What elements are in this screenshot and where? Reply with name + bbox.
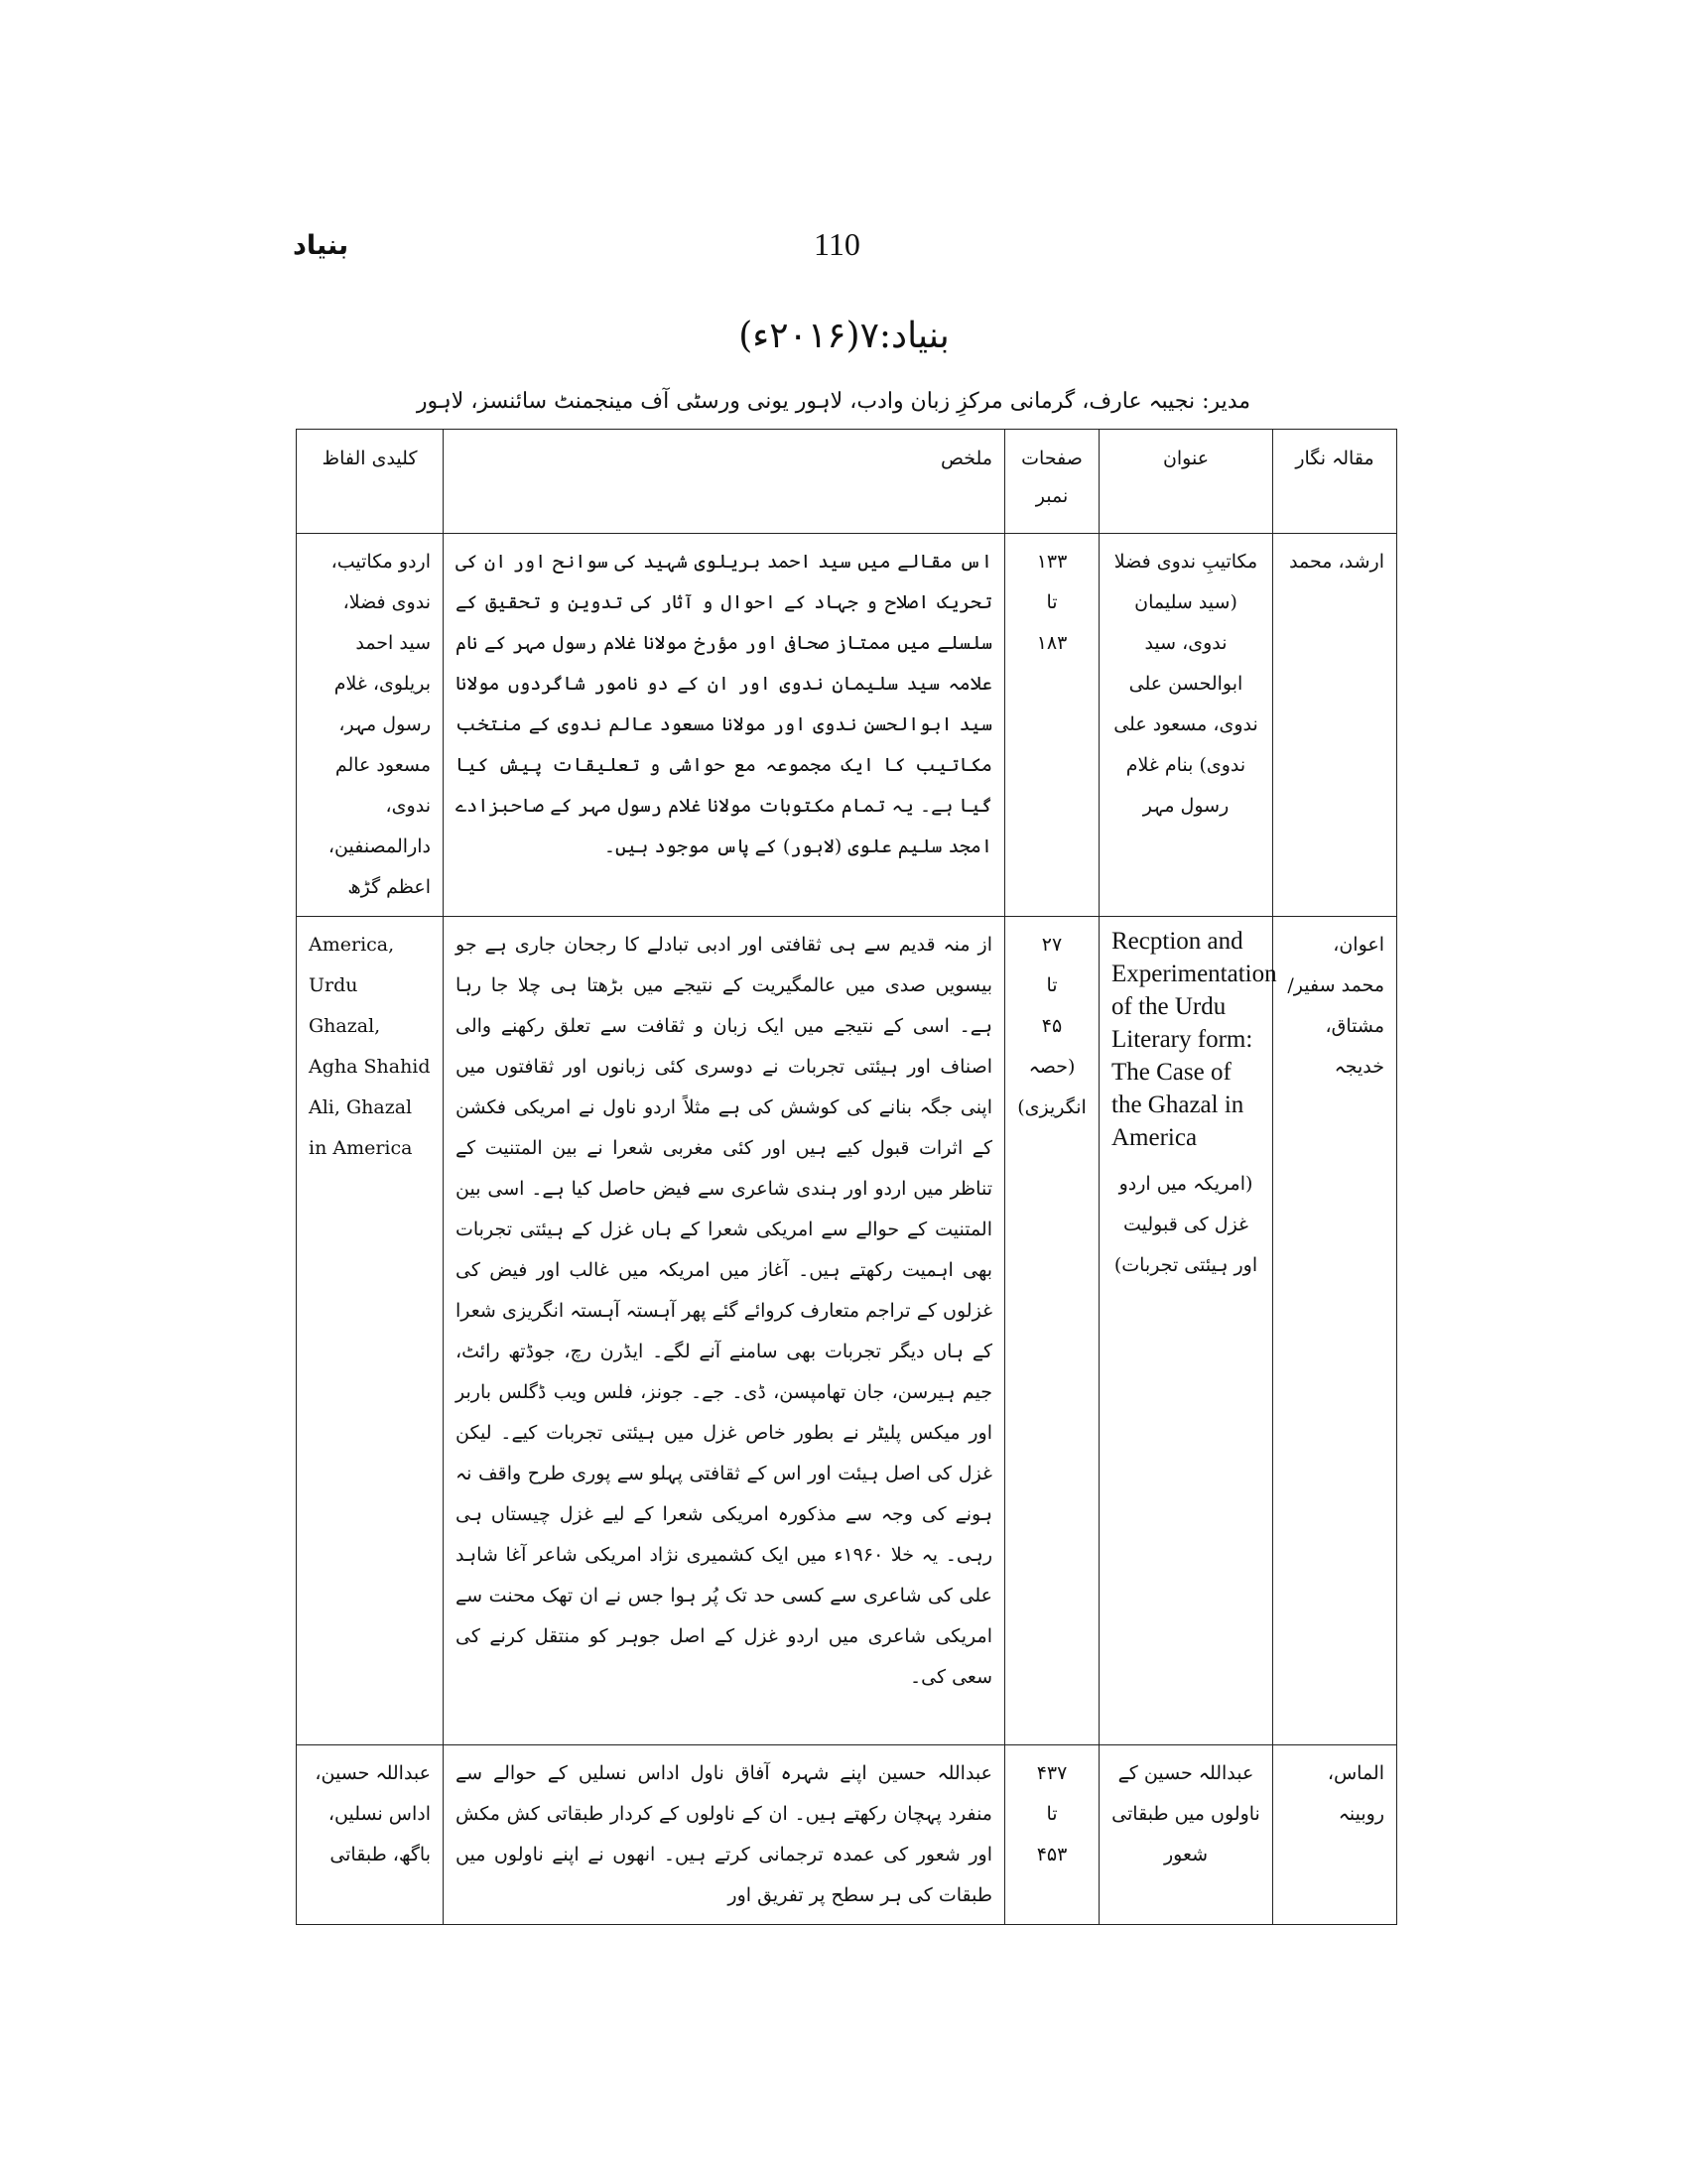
cell-title <box>1100 1745 1273 1925</box>
title-urdu: مکاتیبِ ندوی فضلا (سید سلیمان ندوی، سید ابوالحسن علی ندوی، مسعود علی ندوی) بنام غلام رسول مہر <box>1113 551 1258 817</box>
cell-pages <box>1005 917 1100 1745</box>
cell-author: اعوان، محمد سفیر/مشتاق، خدیجہ <box>1273 917 1397 1745</box>
page-end: ۱۸۳ <box>1036 632 1068 654</box>
running-head <box>0 226 1688 270</box>
cell-author: ارشد، محمد <box>1273 534 1397 917</box>
page-end: ۴۵ <box>1041 1015 1063 1037</box>
title-english: Recption and Experimentation of the Urdu Literary form: The Case of the Ghazal in America <box>1111 928 1277 1151</box>
cell-pages <box>1005 1745 1100 1925</box>
header-author: مقالہ نگار <box>1273 430 1397 534</box>
page-to: تا <box>1046 974 1058 996</box>
page-start: ۴۳۷ <box>1036 1762 1068 1784</box>
table-header-row <box>297 430 1397 534</box>
cell-abstract: عبداللہ حسین اپنے شہرہ آفاق ناول اداس نسلیں کے حوالے سے منفرد پہچان رکھتے ہیں۔ ان کے ناولوں کے کردار طبقاتی کش مکش اور شعور کی عمدہ ترجمانی کرتے ہیں۔ انھوں نے اپنے ناولوں میں طبقات کی ہر سطح پر تفریق اور <box>444 1745 1005 1925</box>
title-urdu: عبداللہ حسین کے ناولوں میں طبقاتی شعور <box>1111 1762 1260 1865</box>
header-pages: صفحات نمبر <box>1005 430 1100 534</box>
cell-abstract: اس مقالے میں سید احمد بریلوی شہید کی سوانح اور ان کی تحریک اصلاح و جہاد کے احوال و آثار کی تدوین و تحقیق کے سلسلے میں ممتاز صحافی اور مؤرخ مولانا غلام رسول مہر کے نام علامہ سید سلیمان ندوی اور ان کے دو نامور شاگردوں مولانا سید ابوالحسن ندوی اور مولانا مسعود عالم ندوی کے منتخب مکاتیب کا ایک مجموعہ مع حواشی و تعلیقات پیش کیا گیا ہے۔ یہ تمام مکتوبات مولانا غلام رسول مہر کے صاحبزادے امجد سلیم علوی (لاہور) کے پاس موجود ہیں۔ <box>444 534 1005 917</box>
page-note: (حصہ انگریزی) <box>1017 1056 1087 1118</box>
page-to: تا <box>1046 591 1058 613</box>
cell-keywords: اردو مکاتیب، ندوی فضلا، سید احمد بریلوی، غلام رسول مہر، مسعود عالم ندوی، دارالمصنفین، اعظم گڑھ <box>297 534 444 917</box>
article-index-table <box>296 429 1397 1925</box>
title-urdu: (امریکہ میں اردو غزل کی قبولیت اور ہیئتی تجربات) <box>1113 1173 1258 1276</box>
table-row <box>297 1745 1397 1925</box>
cell-pages <box>1005 534 1100 917</box>
journal-name: بنیاد <box>293 230 349 261</box>
cell-title <box>1100 534 1273 917</box>
page-number: 110 <box>814 226 860 262</box>
issue-title: بنیاد:۷(۲۰۱۶ء) <box>738 316 950 356</box>
table-row <box>297 917 1397 1745</box>
cell-keywords: America, Urdu Ghazal, Agha Shahid Ali, Ghazal in America <box>297 917 444 1745</box>
header-keywords: کلیدی الفاظ <box>297 430 444 534</box>
page-to: تا <box>1046 1803 1058 1825</box>
cell-author: الماس، روبینہ <box>1273 1745 1397 1925</box>
page-start: ۱۳۳ <box>1036 551 1068 573</box>
cell-abstract: از منہ قدیم سے ہی ثقافتی اور ادبی تبادلے کا رجحان جاری ہے جو بیسویں صدی میں عالمگیریت کے نتیجے میں بڑھتا ہی چلا جا رہا ہے۔ اسی کے نتیجے میں ایک زبان و ثقافت سے تعلق رکھنے والی اصناف اور ہیئتی تجربات نے دوسری کئی زبانوں اور ثقافتوں میں اپنی جگہ بنانے کی کوشش کی ہے مثلاً اردو ناول نے امریکی فکشن کے اثرات قبول کیے ہیں اور کئی مغربی شعرا نے بین المتنیت کے تناظر میں اردو اور ہندی شاعری سے فیض حاصل کیا ہے۔ اسی بین المتنیت کے حوالے سے امریکی شعرا کے ہاں غزل کے ہیئتی تجربات بھی اہمیت رکھتے ہیں۔ آغاز میں امریکہ میں غالب اور فیض کی غزلوں کے تراجم متعارف کروائے گئے پھر آہستہ آہستہ انگریزی شعرا کے ہاں دیگر تجربات بھی سامنے آنے لگے۔ ایڈرن رچ، جوڈتھ رائٹ، جیم ہیرسن، جان تھامپسن، ڈی۔ جے۔ جونز، فلس ویب ڈگلس باربر اور میکس پلیٹر نے بطور خاص غزل میں ہیئتی تجربات کیے۔ لیکن غزل کی اصل ہیئت اور اس کے ثقافتی پہلو سے پوری طرح واقف نہ ہونے کی وجہ سے مذکورہ امریکی شعرا کے لیے غزل چیستاں ہی رہی۔ یہ خلا ۱۹۶۰ء میں ایک کشمیری نژاد امریکی شاعر آغا شاہد علی کی شاعری سے کسی حد تک پُر ہوا جس نے ان تھک محنت سے امریکی شاعری میں اردو غزل کے اصل جوہر کو منتقل کرنے کی سعی کی۔ <box>444 917 1005 1745</box>
table-row <box>297 534 1397 917</box>
editor-line: مدیر: نجیبہ عارف، گرمانی مرکزِ زبان وادب، لاہور یونی ورسٹی آف مینجمنٹ سائنسز، لاہور <box>416 389 1251 414</box>
header-abstract: ملخص <box>444 430 1005 534</box>
header-title: عنوان <box>1100 430 1273 534</box>
page-start: ۲۷ <box>1041 934 1063 956</box>
page-end: ۴۵۳ <box>1036 1844 1068 1865</box>
cell-keywords: عبداللہ حسین، اداس نسلیں، باگھ، طبقاتی <box>297 1745 444 1925</box>
cell-title <box>1100 917 1277 1745</box>
